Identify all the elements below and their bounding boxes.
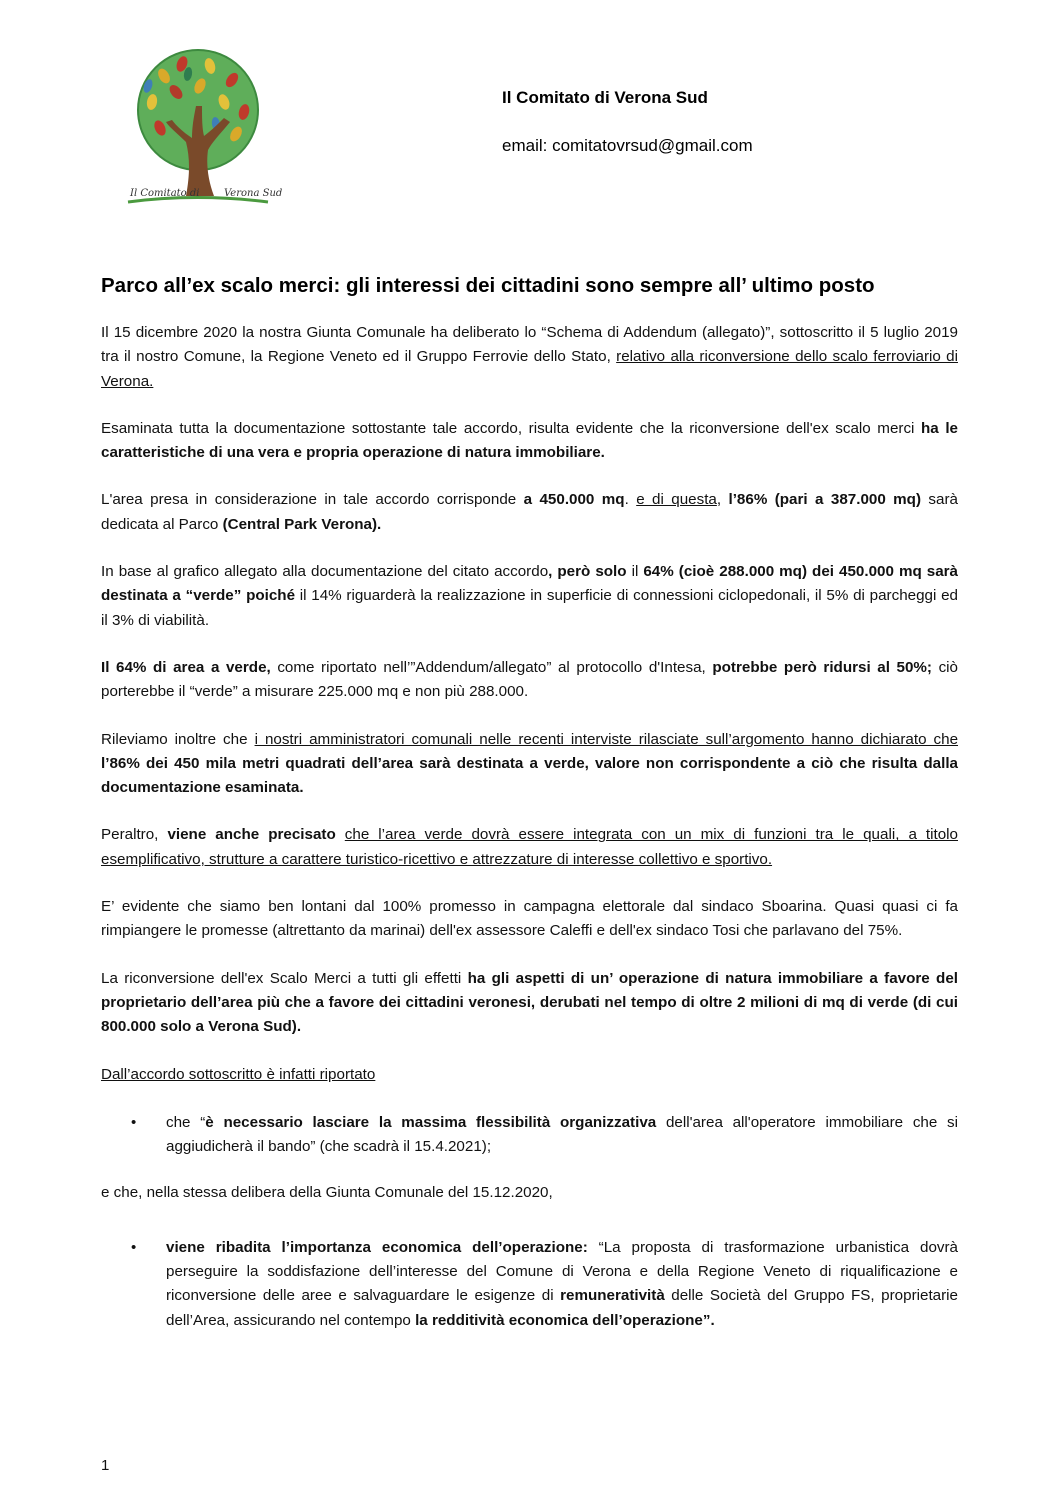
underlined-text: che l’area verde dovrà essere integrata con un mix di funzioni tra le quali, a titolo esemplificativo, strutture a carattere turistico-ricettivo e attrezzature di interesse collettivo e sportivo. [101,826,958,868]
organization-name: Il Comitato di Verona Sud [502,88,708,107]
text: che “ [166,1113,206,1131]
bold-text: a 450.000 mq [523,491,625,509]
bold-text: potrebbe però ridursi al 50%; [712,658,932,676]
text: delle Società del Gruppo FS, proprietarie dell’Area, assicurando nel contempo [166,1287,958,1329]
text: La riconversione dell'ex Scalo Merci a tutti gli effetti [101,969,468,987]
text: Esaminata tutta la documentazione sottostante tale accordo, risulta evidente che la riconversione dell'ex scalo merci [101,419,922,437]
bold-text: la redditività economica dell’operazione”. [415,1311,715,1329]
text: sarà dedicata al Parco [101,491,958,533]
bold-text: l’86% (pari a 387.000 mq) [728,491,922,509]
bold-text: viene anche precisato [167,826,336,844]
bold-text: viene ribadita l’importanza economica dell’operazione: [166,1238,588,1256]
bold-text: Il 64% di area a verde, [101,658,271,676]
text: E’ evidente che siamo ben lontani dal 100% promesso in campagna elettorale dal sindaco Sboarina. Quasi quasi ci fa rimpiangere le promesse (altrettanto da marinai) dell'ex assessore Caleffi e dell'ex sindaco Tosi che parlavano del 75%. [101,898,958,940]
text: Il 15 dicembre 2020 la nostra Giunta Comunale ha deliberato lo “Schema di Addendum (allegato)”, sottoscritto il 5 luglio 2019 tra il nostro Comune, la Regione Veneto ed il Gruppo Ferrovie dello Stato, [101,324,958,366]
bold-text: 64% (cioè 288.000 mq) dei 450.000 mq sarà destinata a “verde” poiché [101,563,959,605]
paragraph-8 [101,895,958,944]
text: “La proposta di trasformazione urbanistica dovrà perseguire la soddisfazione dell’interesse del Comune di Verona e della Regione Veneto di riqualificazione e riconversione delle aree e salvaguardare le esigenze di [166,1238,958,1305]
text: Rileviamo inoltre che [101,730,255,748]
text: dell'area all'operatore immobiliare che si aggiudicherà il bando” (che scadrà il 15.4.2021); [166,1113,959,1156]
document-title: Parco all’ex scalo merci: gli interessi dei cittadini sono sempre all’ ultimo posto [101,274,875,297]
text: In base al grafico allegato alla documentazione del citato accordo [101,563,549,581]
list-item [101,1236,958,1333]
underlined-text: e di questa [636,491,717,509]
contact-email: email: comitatovrsud@gmail.com [502,136,753,155]
paragraph-10 [101,1063,958,1087]
bold-text: l’86% dei 450 mila metri quadrati dell’area sarà destinata a verde, valore non corrispondente a ciò che risulta dalla documentazione esaminata. [101,754,958,797]
bullet-icon: • [131,1238,137,1256]
bold-text: è necessario lasciare la massima flessibilità organizzativa [205,1113,657,1131]
paragraph-11 [101,1181,958,1205]
logo-label-right: Verona Sud [224,188,283,199]
paragraph-2 [101,417,958,466]
paragraph-7 [101,823,958,872]
bold-text: (Central Park Verona). [222,515,382,533]
text [336,826,345,843]
paragraph-9 [101,967,958,1040]
tree-logo [112,46,284,218]
paragraph-5 [101,656,958,705]
bold-text: , però solo [548,563,627,581]
page-number: 1 [101,1457,110,1474]
paragraph-1 [101,321,958,394]
bold-text: remuneratività [560,1287,665,1305]
underlined-text: i nostri amministratori comunali nelle recenti interviste rilasciate sull’argomento hanno dichiarato che [254,730,959,748]
text: il 14% riguarderà la realizzazione in superficie di connessioni ciclopedonali, il 5% di parcheggi ed il 3% di viabilità. [101,587,958,629]
bold-text: ha le caratteristiche di una vera e propria operazione di natura immobiliare. [101,419,958,462]
text: il [626,563,644,581]
text: . [624,491,637,509]
text: ciò porterebbe il “verde” a misurare 225.000 mq e non più 288.000. [101,658,959,701]
paragraph-4 [101,560,958,633]
text: e che, nella stessa delibera della Giunta Comunale del 15.12.2020, [101,1184,553,1202]
paragraph-6 [101,728,958,801]
list-item [101,1111,958,1160]
bold-text: ha gli aspetti di un’ operazione di natura immobiliare a favore del proprietario dell’area più che a favore dei cittadini veronesi, derubati nel tempo di oltre 2 milioni di mq di verde (di cui 800.000 solo a Verona Sud). [101,969,958,1036]
text: L'area presa in considerazione in tale accordo corrisponde [101,491,524,509]
logo-label-left: Il Comitato di [130,188,200,199]
text: come riportato nell’”Addendum/allegato” al protocollo d'Intesa, [270,658,713,676]
document-body [101,321,958,1355]
paragraph-3 [101,488,958,537]
underlined-text: relativo alla riconversione dello scalo ferroviario di Verona. [101,348,958,390]
bullet-list-2 [101,1236,958,1333]
underlined-text: Dall’accordo sottoscritto è infatti riportato [101,1065,376,1083]
bullet-icon: • [131,1113,137,1131]
text: , [716,491,729,509]
bullet-list-1 [101,1111,958,1160]
text: Peraltro, [101,826,168,844]
tree-logo-icon [112,46,284,218]
